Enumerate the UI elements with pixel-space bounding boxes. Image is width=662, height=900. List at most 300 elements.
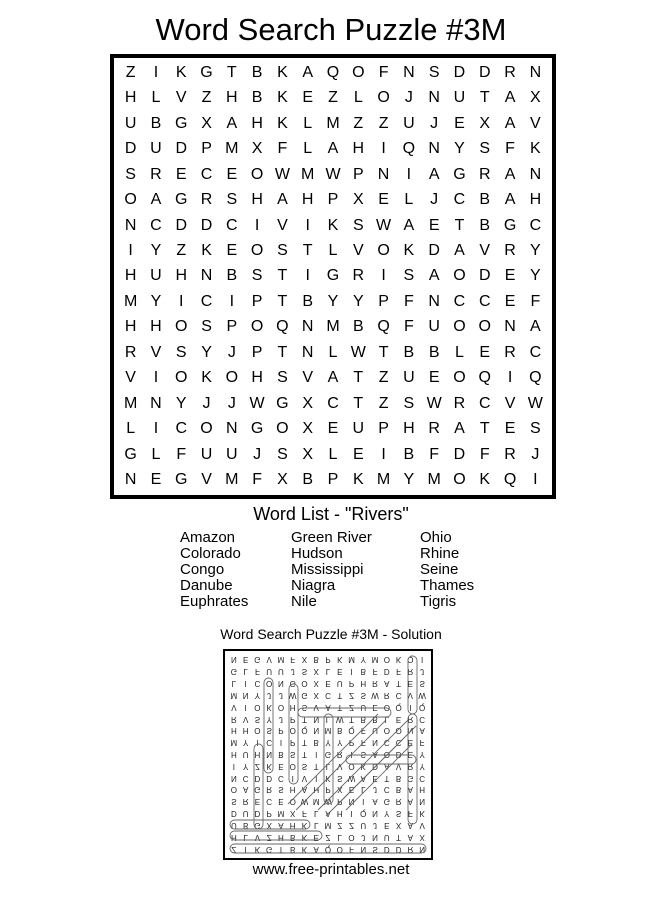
word-list-column-1 bbox=[180, 530, 248, 610]
solution-letter: A bbox=[325, 702, 331, 712]
solution-letter: Y bbox=[384, 809, 390, 819]
solution-letter: C bbox=[254, 679, 261, 689]
solution-letter: R bbox=[266, 785, 273, 795]
grid-letter: A bbox=[302, 63, 314, 81]
solution-letter: J bbox=[420, 667, 425, 677]
solution-letter: E bbox=[348, 785, 355, 795]
solution-letter: E bbox=[384, 820, 390, 830]
solution-letter: N bbox=[230, 773, 237, 783]
word-list-item: Rhine bbox=[420, 545, 460, 562]
solution-letter: U bbox=[278, 667, 284, 677]
solution-letter: T bbox=[302, 714, 307, 724]
grid-letter: D bbox=[175, 216, 187, 234]
grid-letter: E bbox=[504, 267, 516, 285]
grid-letter: A bbox=[428, 267, 440, 285]
solution-letter: C bbox=[266, 738, 273, 748]
solution-letter: L bbox=[361, 785, 366, 795]
grid-letter: J bbox=[202, 394, 211, 412]
solution-letter: U bbox=[242, 750, 249, 760]
solution-letter: N bbox=[230, 655, 237, 665]
solution-letter: N bbox=[360, 844, 367, 854]
grid-letter: G bbox=[175, 471, 188, 489]
solution-letter: N bbox=[419, 797, 425, 807]
solution-oval bbox=[346, 755, 416, 764]
solution-highlights bbox=[228, 654, 428, 855]
solution-letter: N bbox=[419, 844, 425, 854]
grid-letter: S bbox=[352, 216, 364, 234]
grid-letter: H bbox=[150, 318, 162, 336]
solution-letter: H bbox=[360, 679, 367, 689]
solution-letter: Y bbox=[419, 750, 425, 760]
solution-letter: U bbox=[360, 820, 367, 830]
solution-letter: I bbox=[362, 797, 365, 807]
solution-letter: O bbox=[301, 679, 308, 689]
solution-letter: I bbox=[420, 655, 424, 665]
grid-letter: L bbox=[404, 191, 414, 209]
solution-letter: K bbox=[337, 655, 343, 665]
grid-letter: O bbox=[453, 369, 466, 387]
grid-letter: Z bbox=[328, 89, 338, 107]
solution-letter: U bbox=[372, 726, 378, 736]
solution-letter: I bbox=[315, 750, 318, 760]
solution-letter: S bbox=[395, 809, 402, 819]
solution-letter: O bbox=[395, 726, 402, 736]
grid-letter: M bbox=[376, 471, 391, 489]
grid-letter: N bbox=[428, 140, 440, 158]
grid-letter: F bbox=[277, 140, 288, 158]
solution-letter: B bbox=[290, 844, 296, 854]
solution-letter: N bbox=[278, 679, 284, 689]
solution-letter: X bbox=[337, 785, 343, 795]
grid-letter: E bbox=[302, 89, 314, 107]
solution-letter: J bbox=[373, 820, 378, 830]
solution-oval bbox=[298, 708, 391, 717]
solution-letter: Y bbox=[242, 761, 249, 771]
word-list-item: Thames bbox=[420, 577, 475, 594]
grid-letter: V bbox=[302, 369, 314, 387]
solution-letter: S bbox=[301, 761, 308, 771]
grid-letter: F bbox=[403, 292, 414, 310]
grid-letter: C bbox=[529, 343, 542, 361]
grid-letter: Y bbox=[327, 292, 339, 310]
grid-letter: O bbox=[124, 191, 137, 209]
solution-letter: A bbox=[407, 832, 414, 842]
grid-letter: B bbox=[352, 318, 364, 336]
grid-letter: W bbox=[350, 343, 366, 361]
grid-letter: T bbox=[277, 292, 288, 310]
grid-letter: O bbox=[250, 165, 264, 183]
grid-letter: T bbox=[479, 89, 490, 107]
solution-letter: Z bbox=[337, 820, 343, 830]
solution-title: Word Search Puzzle #3M - Solution bbox=[220, 626, 442, 642]
solution-letter: B bbox=[290, 832, 296, 842]
solution-letter: B bbox=[395, 785, 402, 795]
grid-letter: C bbox=[529, 216, 542, 234]
grid-letter: E bbox=[454, 114, 465, 132]
grid-letter: N bbox=[124, 471, 137, 489]
solution-letter: O bbox=[348, 832, 355, 842]
solution-letter: A bbox=[384, 761, 390, 771]
grid-letter: O bbox=[453, 267, 466, 285]
solution-letter: R bbox=[230, 714, 237, 724]
solution-letter: O bbox=[266, 679, 273, 689]
grid-letter: Z bbox=[378, 369, 389, 387]
grid-letter: M bbox=[225, 140, 239, 158]
grid-letter: A bbox=[428, 165, 440, 183]
grid-letter: Z bbox=[176, 242, 187, 260]
solution-letter: G bbox=[266, 844, 273, 854]
solution-letter: Q bbox=[324, 844, 332, 854]
solution-letter: V bbox=[231, 702, 237, 712]
grid-letter: L bbox=[303, 114, 313, 132]
solution-letter: I bbox=[291, 773, 294, 783]
grid-letter: G bbox=[326, 267, 340, 285]
grid-letter: P bbox=[251, 292, 263, 310]
grid-letter: B bbox=[479, 216, 491, 234]
grid-letter: I bbox=[533, 471, 538, 489]
solution-letter: A bbox=[313, 844, 319, 854]
solution-letter: O bbox=[383, 702, 390, 712]
solution-letter: O bbox=[289, 761, 296, 771]
solution-letter: J bbox=[290, 667, 295, 677]
solution-letter: D bbox=[254, 809, 261, 819]
grid-letter: U bbox=[150, 267, 162, 285]
grid-letter: O bbox=[276, 420, 289, 438]
solution-letter: I bbox=[279, 738, 283, 748]
grid-letter: R bbox=[504, 242, 516, 260]
solution-letter: J bbox=[267, 690, 272, 700]
grid-letter: X bbox=[251, 140, 263, 158]
grid-letter: J bbox=[227, 394, 236, 412]
solution-letter: K bbox=[301, 832, 308, 842]
solution-letter: N bbox=[266, 750, 273, 760]
solution-letter: Y bbox=[254, 690, 261, 700]
solution-letter: U bbox=[360, 702, 367, 712]
solution-letter: A bbox=[360, 773, 366, 783]
solution-letter: V bbox=[266, 655, 272, 665]
solution-letter: R bbox=[242, 797, 249, 807]
word-list-item: Congo bbox=[180, 561, 225, 578]
puzzle-grid bbox=[110, 54, 556, 499]
word-list-item: Green River bbox=[291, 529, 372, 546]
solution-letter: O bbox=[289, 726, 296, 736]
solution-letter: F bbox=[254, 667, 260, 677]
grid-letter: P bbox=[378, 292, 389, 310]
solution-letter: O bbox=[277, 702, 285, 712]
grid-letter: H bbox=[529, 191, 542, 209]
grid-letter: S bbox=[226, 191, 238, 209]
grid-letter: C bbox=[478, 394, 491, 412]
solution-letter: T bbox=[313, 761, 319, 771]
solution-letter: N bbox=[372, 809, 378, 819]
solution-letter: W bbox=[324, 797, 332, 807]
word-list-item: Amazon bbox=[180, 529, 236, 546]
grid-letter: B bbox=[251, 89, 263, 107]
grid-letter: S bbox=[201, 318, 212, 336]
grid-letter: P bbox=[327, 191, 339, 209]
solution-letter: Y bbox=[419, 761, 425, 771]
grid-letter: N bbox=[150, 394, 162, 412]
solution-letter: H bbox=[230, 750, 237, 760]
grid-letter: I bbox=[507, 369, 513, 387]
grid-letter: O bbox=[175, 369, 188, 387]
solution-letter: K bbox=[301, 844, 308, 854]
solution-letter: R bbox=[383, 690, 390, 700]
grid-letter: J bbox=[430, 114, 439, 132]
solution-letter: D bbox=[266, 773, 273, 783]
solution-letter: G bbox=[289, 679, 296, 689]
grid-letter: C bbox=[200, 165, 213, 183]
solution-letter: M bbox=[230, 690, 238, 700]
grid-letter: X bbox=[479, 114, 491, 132]
solution-letter: N bbox=[372, 832, 378, 842]
grid-letter: Y bbox=[530, 242, 541, 260]
grid-letter: K bbox=[175, 63, 187, 81]
grid-letter: L bbox=[151, 89, 161, 107]
grid-letter: U bbox=[150, 140, 162, 158]
solution-letter: T bbox=[302, 750, 307, 760]
solution-letter: D bbox=[395, 844, 402, 854]
solution-letter: H bbox=[289, 785, 296, 795]
grid-letter: P bbox=[201, 140, 212, 158]
solution-letter: A bbox=[301, 785, 308, 795]
solution-diagonal bbox=[338, 738, 404, 804]
grid-letter: Q bbox=[326, 63, 340, 81]
solution-letter: Z bbox=[254, 761, 260, 771]
solution-letter: I bbox=[232, 761, 235, 771]
solution-diagonal bbox=[296, 720, 386, 810]
solution-letter: B bbox=[313, 655, 319, 665]
grid-letter: T bbox=[277, 267, 288, 285]
solution-letter: D bbox=[372, 761, 378, 771]
solution-letter: K bbox=[254, 844, 261, 854]
grid-letter: Q bbox=[529, 369, 542, 387]
solution-letter: R bbox=[372, 679, 378, 689]
solution-letter: X bbox=[301, 655, 308, 665]
solution-letter: X bbox=[290, 809, 296, 819]
solution-letter: G bbox=[254, 820, 261, 830]
grid-letter: Y bbox=[150, 292, 162, 310]
grid-letter: R bbox=[200, 191, 213, 209]
grid-letter: J bbox=[430, 191, 439, 209]
solution-letter: A bbox=[419, 726, 425, 736]
solution-letter: E bbox=[407, 750, 414, 760]
grid-letter: S bbox=[277, 242, 288, 260]
solution-letter: B bbox=[372, 714, 378, 724]
grid-letter: Q bbox=[276, 318, 289, 336]
solution-letter: H bbox=[254, 750, 261, 760]
grid-letter: X bbox=[302, 420, 314, 438]
grid-letter: N bbox=[226, 420, 238, 438]
solution-letter: F bbox=[360, 726, 366, 736]
solution-letter: T bbox=[302, 738, 307, 748]
solution-letter: M bbox=[277, 809, 285, 819]
grid-letter: X bbox=[530, 89, 541, 107]
solution-letter: V bbox=[254, 832, 261, 842]
grid-letter: O bbox=[200, 420, 213, 438]
grid-letter: S bbox=[251, 267, 263, 285]
solution-letter: C bbox=[278, 773, 284, 783]
grid-letter: Z bbox=[378, 394, 389, 412]
solution-oval bbox=[408, 656, 417, 714]
solution-letter: V bbox=[337, 761, 343, 771]
solution-letter: O bbox=[348, 761, 355, 771]
solution-letter: P bbox=[348, 738, 355, 748]
grid-letter: K bbox=[327, 216, 339, 234]
solution-letter: K bbox=[419, 809, 425, 819]
grid-letter: H bbox=[251, 114, 263, 132]
grid-letter: C bbox=[150, 216, 162, 234]
grid-letter: Q bbox=[402, 140, 416, 158]
solution-letter: B bbox=[278, 750, 284, 760]
grid-letter: G bbox=[453, 165, 466, 183]
grid-letter: F bbox=[403, 318, 414, 336]
solution-letter: S bbox=[360, 690, 366, 700]
solution-letter: T bbox=[337, 702, 343, 712]
solution-letter: K bbox=[325, 773, 331, 783]
solution-letter: I bbox=[315, 773, 318, 783]
solution-oval bbox=[230, 844, 426, 853]
solution-letter: G bbox=[301, 690, 308, 700]
grid-letter: B bbox=[403, 445, 415, 463]
grid-letter: L bbox=[328, 343, 338, 361]
solution-letter: E bbox=[313, 832, 319, 842]
solution-letter: M bbox=[324, 726, 332, 736]
solution-letter: P bbox=[266, 809, 272, 819]
grid-letter: S bbox=[403, 267, 415, 285]
solution-letter: S bbox=[372, 844, 378, 854]
grid-letter: R bbox=[478, 165, 491, 183]
solution-letter: Y bbox=[337, 738, 343, 748]
grid-letter: W bbox=[527, 394, 543, 412]
grid-letter: E bbox=[378, 191, 389, 209]
grid-letter: L bbox=[328, 242, 338, 260]
solution-letter: M bbox=[324, 820, 332, 830]
solution-letter: B bbox=[337, 726, 343, 736]
solution-letter: S bbox=[278, 785, 284, 795]
grid-letter: M bbox=[326, 114, 340, 132]
grid-letter: G bbox=[124, 445, 137, 463]
grid-letter: N bbox=[124, 216, 137, 234]
solution-letter: I bbox=[244, 679, 247, 689]
grid-letter: W bbox=[376, 216, 392, 234]
solution-letter: O bbox=[383, 726, 390, 736]
grid-letter: B bbox=[479, 191, 491, 209]
solution-letter: L bbox=[314, 809, 319, 819]
grid-letter: N bbox=[428, 89, 440, 107]
grid-letter: A bbox=[327, 140, 339, 158]
grid-letter: Q bbox=[478, 369, 491, 387]
solution-letter: O bbox=[254, 726, 261, 736]
solution-grid-box bbox=[223, 649, 433, 860]
grid-letter: M bbox=[427, 471, 441, 489]
solution-letter: H bbox=[289, 820, 296, 830]
solution-letter: H bbox=[278, 832, 284, 842]
solution-letter: G bbox=[254, 785, 261, 795]
grid-letter: K bbox=[403, 242, 415, 260]
solution-letter: W bbox=[418, 690, 426, 700]
grid-letter: N bbox=[529, 165, 542, 183]
grid-letter: I bbox=[381, 140, 386, 158]
grid-letter: M bbox=[301, 165, 315, 183]
grid-letter: U bbox=[226, 445, 238, 463]
grid-letter: S bbox=[403, 394, 415, 412]
grid-letter: M bbox=[123, 394, 138, 412]
solution-letter: Z bbox=[325, 832, 331, 842]
solution-letter: W bbox=[300, 797, 309, 807]
solution-oval bbox=[264, 678, 273, 773]
grid-letter: G bbox=[276, 394, 289, 412]
solution-letter: E bbox=[278, 761, 284, 771]
grid-letter: A bbox=[530, 318, 541, 336]
solution-letter: Z bbox=[349, 702, 354, 712]
solution-letter: C bbox=[266, 797, 273, 807]
solution-letter: Z bbox=[266, 832, 272, 842]
grid-letter: K bbox=[530, 140, 541, 158]
solution-letter: G bbox=[383, 797, 390, 807]
word-list-item: Nile bbox=[291, 593, 317, 610]
grid-letter: V bbox=[352, 242, 364, 260]
grid-letter: G bbox=[175, 114, 188, 132]
solution-letter: N bbox=[372, 738, 378, 748]
grid-letter: H bbox=[251, 369, 263, 387]
solution-letter: W bbox=[347, 773, 356, 783]
solution-letter: C bbox=[419, 714, 425, 724]
solution-letter: L bbox=[325, 714, 331, 724]
solution-letter: H bbox=[289, 702, 296, 712]
solution-letter: B bbox=[242, 820, 249, 830]
grid-letter: D bbox=[478, 63, 491, 81]
grid-letter: I bbox=[381, 445, 386, 463]
solution-letter: A bbox=[407, 797, 414, 807]
word-list-item: Ohio bbox=[420, 529, 452, 546]
grid-letter: W bbox=[249, 394, 265, 412]
grid-letter: R bbox=[352, 267, 365, 285]
grid-letter: N bbox=[529, 63, 542, 81]
solution-letter: Q bbox=[301, 726, 308, 736]
solution-letter: Y bbox=[242, 738, 249, 748]
grid-letter: T bbox=[454, 216, 465, 234]
solution-letter: T bbox=[396, 832, 402, 842]
solution-letter: Z bbox=[231, 844, 237, 854]
grid-letter: A bbox=[504, 114, 516, 132]
solution-letter: F bbox=[360, 738, 366, 748]
grid-letter: E bbox=[428, 216, 440, 234]
grid-letter: E bbox=[150, 471, 162, 489]
solution-letter: I bbox=[350, 809, 353, 819]
solution-letter: C bbox=[242, 773, 249, 783]
word-list-item: Tigris bbox=[420, 593, 457, 610]
grid-letter: R bbox=[428, 420, 440, 438]
grid-letter: F bbox=[252, 471, 262, 489]
grid-letter: B bbox=[302, 471, 314, 489]
solution-letter: M bbox=[371, 655, 379, 665]
grid-letter: F bbox=[479, 445, 490, 463]
grid-letter: H bbox=[251, 191, 263, 209]
solution-letter: A bbox=[325, 809, 331, 819]
grid-letter: D bbox=[200, 216, 213, 234]
grid-letter: V bbox=[530, 114, 541, 132]
solution-letter: V bbox=[419, 820, 425, 830]
grid-letter: R bbox=[453, 394, 466, 412]
grid-letter: X bbox=[352, 191, 364, 209]
grid-letter: A bbox=[150, 191, 162, 209]
solution-letter: Q bbox=[395, 702, 402, 712]
grid-letter: I bbox=[254, 216, 260, 234]
solution-letter: B bbox=[360, 667, 366, 677]
word-list-item: Danube bbox=[180, 577, 233, 594]
solution-letter: R bbox=[407, 714, 414, 724]
